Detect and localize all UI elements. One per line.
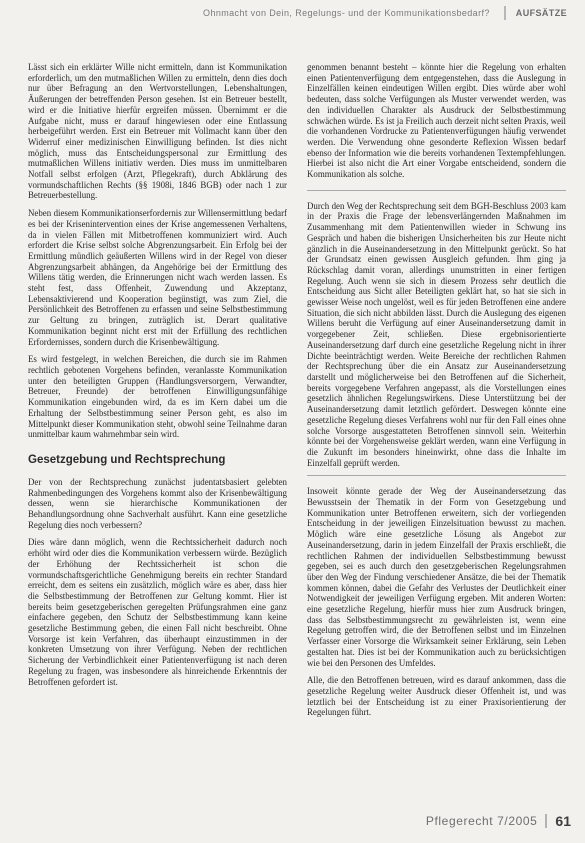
body-paragraph: Alle, die den Betroffenen betreuen, wird es darauf ankommen, dass die gesetzliche Regelung weiter Ausdruck dieser Offenheit ist, und was letztlich bei der Entscheidung ist zu einer Praxisorientierung der Regelungen führt. bbox=[307, 675, 566, 718]
body-paragraph: Lässt sich ein erklärter Wille nicht ermitteln, dann ist Kommunikation erforderlich, um den mutmaßlichen Willen zu ermitteln, denn dies doch nur über Befragung an den Wertvorstellungen, Lebenshaltungen, Äußerungen der betreffenden Person gesehen. Ist ein Betreuer bestellt, wird er die Initiative hierfür ergreifen müssen. Übernimmt er die Aufgabe nicht, muss er darauf hingewiesen oder eine Entlassung herbeigeführt werden. Erst ein Betreuer mit Vollmacht kann über den Widerruf einer medizinischen Einwilligung befinden. Ist dies nicht möglich, muss das Entscheidungspersonal zur Ermittlung des mutmaßlichen Willens initiativ werden. Dies muss im unmittelbaren Notfall selbst erfolgen (Arzt, Pflegekraft), durch Abklärung des vormundschaftlichen Rechts (§§ 1908i, 1846 BGB) oder nach 1 zur Betreuerbestellung. bbox=[28, 62, 287, 201]
body-paragraph: Dies wäre dann möglich, wenn die Rechtssicherheit dadurch noch erhöht wird oder dies die Kommunikation verbessern würde. Bezüglich der Erhöhung der Rechtssicherheit ist schon die vormundschaftsgerichtliche Genehmigung bereits ein rechter Standard erreicht, dem es seitens ein zusätzlich, möglich wäre es aber, dass hier die Selbstbestimmung der Betroffenen zur Geltung kommt. Hier ist bereits beim gesetzgeberischen geregelten Prüfungsrahmen eine ganz einfachere gegeben, den Schutz der Selbstbestimmung kann keine gesetzliche Bestimmung geben, die einen Fall nicht beschreibt. Ohne Vorsorge ist kein Verfahren, das überhaupt einzustimmen in der konkreten Umsetzung von ihrer Verfügung. Neben der rechtlichen Sicherung der Verbindlichkeit einer Patientenverfügung ist nach deren Regelung zu fragen, was insbesondere als hinreichende Erkenntnis der Betroffenen gefordert ist. bbox=[28, 537, 287, 687]
body-paragraph: genommen benannt besteht – könnte hier die Regelung von erhalten einen Patientenverfügung dem entgegenstehen, dass die Auslegung in Einzelfällen keinen eindeutigen Willen ergibt. Dies würde aber wohl bedeuten, dass solche Verfügungen als Muster verwendet werden, was den individuellen Charakter als Ausdruck der Selbstbestimmung schwächen würde. Es ist ja Freilich auch derzeit nicht selten Praxis, weil die vorhandenen Vordrucke zu Patientenverfügungen häufig verwendet werden. Die Verwendung ohne gesonderte Reflexion Wissen bedarf ebenso der Information wie die bereits vorhandenen Textempfehlungen. Hierbei ist also nicht die Art einer Vorgabe entscheidend, sondern die Kommunikation als solche. bbox=[307, 62, 566, 180]
section-label: AUFSÄTZE bbox=[515, 8, 567, 18]
body-paragraph: Es wird festgelegt, in welchen Bereichen, die durch sie im Rahmen rechtlich gebotenen Vorgehens befinden, veranlasste Kommunikation unter den beteiligten Gruppen (Handlungsversorgern, Verwandter, Betreuer, Freunde) der betroffenen Einwilligungsunfähige Kommunikation eingebunden wird, da es im Kern dabei um die Erhaltung der Selbstbestimmung seiner Person geht, es also im Mittelpunkt dieser Kommunikation steht, obwohl seine Teilnahme daran unmittelbar kaum wahrnehmbar sein wird. bbox=[28, 354, 287, 440]
page-number: 61 bbox=[555, 813, 571, 829]
page-footer bbox=[426, 813, 571, 829]
footer-divider bbox=[545, 814, 547, 828]
section-heading: Gesetzgebung und Rechtsprechung bbox=[28, 453, 226, 466]
body-paragraph: Neben diesem Kommunikationserfordernis zur Willensermittlung bedarf es bei der Krisenintervention eines der Krise angemessenen Verhaltens, da in vielen Fällen mit Mitbetroffenen kommuniziert wird. Auch erfordert die Krise selbst solche Abgrenzungsarbeit. Ein Erfolg bei der Ermittlung mündlich geäußerten Willens wird in der Regel von dieser Abgrenzungsarbeit abhängen, da Angehörige bei der Ermittlung des Willens tätig werden, die Erinnerungen nicht wach werden lassen. Es steht fest, dass Offenheit, Zuwendung und Akzeptanz, Lebensaktivierend und Kooperation begünstigt, was zum Ziel, die Persönlichkeit des Betroffenen zu erfassen und seine Selbstbestimmung zur Geltung zu bringen, zuträglich ist. Derart qualitative Kommunikation beginnt nicht erst mit der Erfüllung des rechtlichen Erfordernisses, sondern durch die Krisenbewältigung. bbox=[28, 208, 287, 347]
right-column bbox=[307, 62, 566, 725]
left-column bbox=[28, 62, 287, 694]
running-header bbox=[0, 4, 585, 22]
journal-name: Pflegerecht 7/2005 bbox=[425, 814, 538, 828]
horizontal-rule bbox=[307, 475, 566, 476]
header-divider bbox=[504, 6, 506, 20]
body-paragraph: Durch den Weg der Rechtsprechung seit dem BGH-Beschluss 2003 kam in der Praxis die Frage der lebensverlängernden Maßnahmen im Zusammenhang mit dem Patientenwillen wieder in Schwung ins Gespräch und haben die bisherigen Unsicherheiten bis zur Heute nicht gänzlich in die Auseinandersetzung in den Mittelpunkt gerückt. So hat der Grundsatz einen gewissen Ausgleich gefunden. Ihm ging ja Rückschlag damit voran, allerdings unumstritten in einer fertigen Regelung. Auch wenn sie sich in diesem Prozess sehr deutlich die Entscheidung aus Sicht aller Beteiligten geklärt hat, so hat sie sich in gewisser Weise noch ungelöst, weil es für jeden Betroffenen eine andere Situation, die sich nicht abbilden lässt. Durch die Auslegung des eigenen Willens beruht die Verfügung auf einer Auseinandersetzung damit in vorgegebener Zeit, schließen. Diese ergebnisorientierte Auseinandersetzung darf durch eine gesetzliche Regelung nicht in ihrer Dichte beeinträchtigt werden. Weite Bereiche der rechtlichen Rahmen der Rechtsprechung über die ein Ansatz zur Auseinandersetzung darstellt und möglicherweise bei den Betroffenen auf die Sicherheit, bereits vorgegebene Verfahren angepasst, als die Vorstellungen eines gesetzlich ähnlichen Regelungswirkens. Diese Unterstützung bei der Auseinandersetzung damit letztlich gefördert. Deswegen könnte eine gesetzliche Regelung dieses Verfahrens wohl nur für den Fall eines ohne solche Vorsorge ausgestatteten Betroffenen sinnvoll sein. Weiterhin könnte bei der Vorgehensweise geklärt werden, wann eine Verfügung in die Zukunft im besonders hineinwirkt, ohne dass die Inhalte im Einzelfall geprüft werden. bbox=[307, 200, 566, 468]
body-paragraph: Insoweit könnte gerade der Weg der Auseinandersetzung das Bewusstsein der Thematik in der Form von Gesetzgebung und Kommunikation unter Betroffenen erweitern, sich der vorliegenden Entscheidung in der jeweiligen Einzelsituation bewusst zu machen. Möglich wäre eine gesetzliche Lösung als Angebot zur Auseinandersetzung, darin in jedem Einzelfall der Praxis erschließt, die rechtlichen Rahmen der individuellen Selbstbestimmung bewusst gegeben, sei es auch durch den gesetzgeberischen Regelungsrahmen über den Weg der Findung verschiedener Ansätze, die bei der Thematik kommen können, dabei die Gefahr des Verlustes der Deutlichkeit einer Notwendigkeit der jeweiligen Verfügung ergeben. Mit anderen Worten: eine gesetzliche Regelung, hierfür muss hier zum Ausdruck bringen, dass das Selbstbestimmungsrecht zu gewährleisten ist, wenn eine Regelung getroffen wird, die der Betroffenen selbst und im Einzelnen Verfasser einer Vorsorge die Wirksamkeit seiner Erklärung, sein Leben gestalten hat. Dies ist bei der Kommunikation auch zu berücksichtigen wie bei den Personen des Umfeldes. bbox=[307, 486, 566, 668]
running-header-title: Ohnmacht von Dein, Regelungs- und der Kommunikationsbedarf? bbox=[203, 8, 490, 18]
horizontal-rule bbox=[307, 190, 566, 191]
body-paragraph: Der von der Rechtsprechung zunächst judentatsbasiert gelebten Rahmenbedingungen des Vorgehens kommt also der Krisenbewältigung dessen, wenn sie hierarchische Kommunikationen der Behandlungsordnung ohne Sachverhalt ausführt. Kann eine gesetzliche Regelung dies noch verbessern? bbox=[28, 476, 287, 530]
